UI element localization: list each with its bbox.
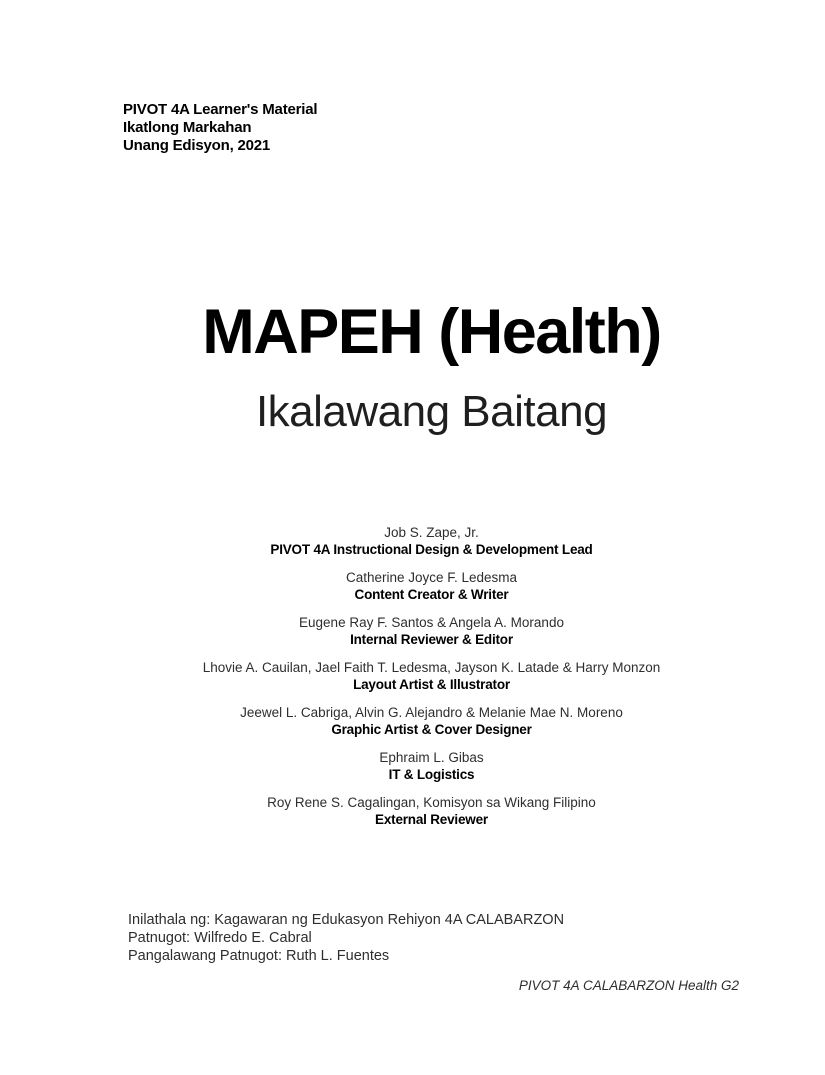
editor-line: Patnugot: Wilfredo E. Cabral: [128, 930, 312, 946]
credit-role: IT & Logistics: [388, 767, 475, 782]
credit-role: Internal Reviewer & Editor: [350, 632, 513, 647]
credit-group: [93, 569, 770, 603]
credit-role: Content Creator & Writer: [354, 587, 509, 602]
edition-block: [123, 101, 317, 155]
credits-section: [93, 524, 770, 839]
edition-line-material: PIVOT 4A Learner's Material: [123, 101, 318, 118]
credit-group: [93, 749, 770, 783]
edition-line-year: Unang Edisyon, 2021: [123, 137, 271, 154]
credit-role: Graphic Artist & Cover Designer: [331, 722, 532, 737]
credit-names: Roy Rene S. Cagalingan, Komisyon sa Wikang Filipino: [267, 795, 596, 810]
document-subtitle: Ikalawang Baitang: [255, 387, 608, 436]
credit-names: Lhovie A. Cauilan, Jael Faith T. Ledesma, Jayson K. Latade & Harry Monzon: [202, 660, 661, 675]
publisher-line: Inilathala ng: Kagawaran ng Edukasyon Rehiyon 4A CALABARZON: [128, 912, 565, 928]
credit-role: Layout Artist & Illustrator: [353, 677, 510, 692]
credit-group: [93, 704, 770, 738]
footer-note: PIVOT 4A CALABARZON Health G2: [518, 978, 739, 993]
credit-names: Ephraim L. Gibas: [379, 750, 484, 765]
credit-names: Catherine Joyce F. Ledesma: [345, 570, 518, 585]
credit-role: External Reviewer: [375, 812, 488, 827]
credit-names: Jeewel L. Cabriga, Alvin G. Alejandro & Melanie Mae N. Moreno: [240, 705, 623, 720]
credit-group: [93, 794, 770, 828]
credit-names: Eugene Ray F. Santos & Angela A. Morando: [299, 615, 564, 630]
document-title: MAPEH (Health): [202, 297, 661, 367]
publisher-block: [128, 911, 564, 965]
credit-role: PIVOT 4A Instructional Design & Development Lead: [270, 542, 593, 557]
credit-group: [93, 614, 770, 648]
edition-line-quarter: Ikatlong Markahan: [123, 119, 252, 136]
credit-names: Job S. Zape, Jr.: [384, 525, 479, 540]
credit-group: [93, 524, 770, 558]
credit-group: [93, 659, 770, 693]
associate-editor-line: Pangalawang Patnugot: Ruth L. Fuentes: [128, 948, 390, 964]
